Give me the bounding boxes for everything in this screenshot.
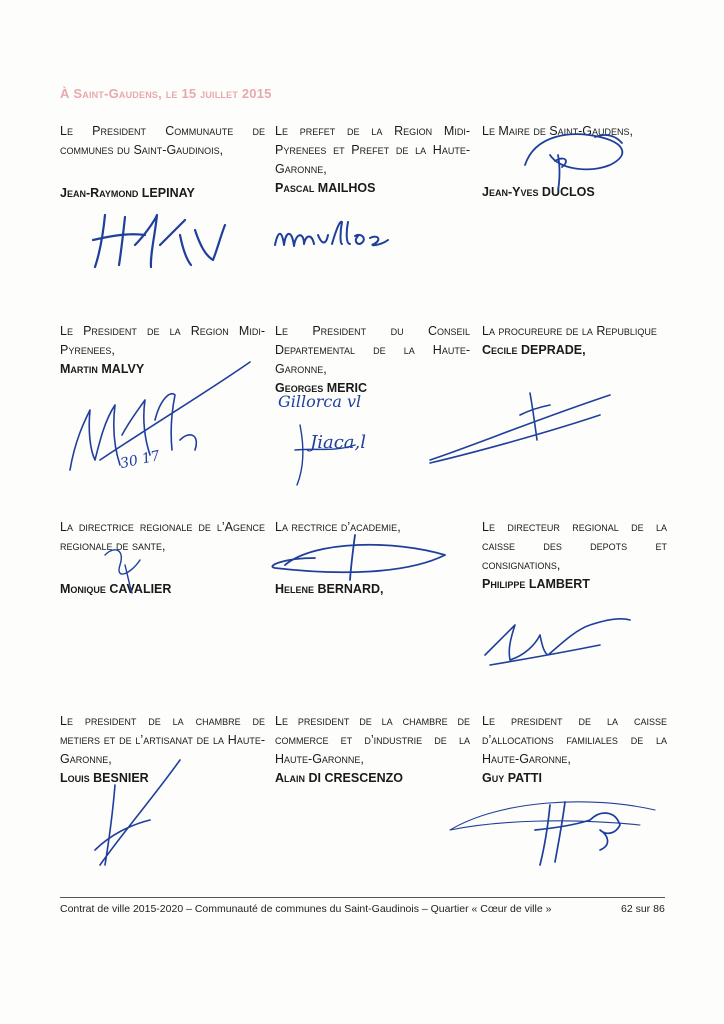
signatory-name: Jean-Raymond LEPINAY [60,186,195,200]
signatory-block [60,518,265,599]
signatory-block [482,712,667,788]
signatory-role: Le president de la chambre de commerce et d’industrie de la Haute-Garonne, [275,714,470,766]
signatory-block [275,122,470,198]
signatory-role: Le president de la caisse d’allocations familiales de la Haute-Garonne, [482,714,667,766]
signatory-role: Le President de la Region Midi-Pyrenees, [60,324,265,357]
signatory-block [275,712,470,788]
signature-deprade [425,385,615,470]
signatory-role: Le directeur regional de la caisse des depots et consignations, [482,520,667,572]
signature-meric-text-2: Jiaca,l [310,432,366,453]
signature-mailhos [270,210,410,260]
signatory-name: Alain DI CRESCENZO [275,771,403,785]
signatory-role: Le President Communaute de communes du Saint-Gaudinois, [60,124,265,157]
signatory-name: Georges MERIC [275,381,367,395]
signatory-name: Pascal MAILHOS [275,181,376,195]
signatory-name: Guy PATTI [482,771,542,785]
place-date: À Saint-Gaudens, le 15 juillet 2015 [60,86,272,101]
footer-title: Contrat de ville 2015-2020 – Communauté de communes du Saint-Gaudinois – Quartier « Cœur de ville » [60,903,552,915]
signatory-name: Cecile DEPRADE, [482,343,586,357]
signature-bernard [255,530,455,590]
signatory-name: Philippe LAMBERT [482,577,590,591]
page-number: 62 sur 86 [621,903,665,915]
signatory-role: La procureure de la Republique [482,324,657,338]
signatory-block [482,322,667,360]
signature-cavalier [100,535,160,595]
signature-besnier [75,755,185,875]
signatory-role: La rectrice d’academie, [275,520,401,534]
signatory-role: Le President du Conseil Departemental de la Haute-Garonne, [275,324,470,376]
signature-lepinay [85,205,235,275]
signatory-name: Monique CAVALIER [60,582,172,596]
signatory-role: Le president de la chambre de metiers et de l’artisanat de la Haute-Garonne, [60,714,265,766]
signature-duclos [510,125,640,195]
signatory-name: Martin MALVY [60,362,145,376]
signatory-name: Louis BESNIER [60,771,149,785]
signatory-role: La directrice regionale de l’Agence regionale de sante, [60,520,265,553]
signatory-role: Le prefet de la Region Midi-Pyrenees et Prefet de la Haute-Garonne, [275,124,470,176]
signatory-name: Jean-Yves DUCLOS [482,185,595,199]
signature-patti [440,790,660,870]
signatory-block [60,122,265,203]
signatory-role: Le Maire de Saint-Gaudens, [482,124,633,138]
signature-malvy-date: 30 17 [118,448,162,472]
footer-divider [60,897,665,898]
signature-lambert [480,605,640,675]
signature-meric-text-1: Gillorca vl [278,392,362,411]
signatory-name: Helene BERNARD, [275,582,384,596]
signatory-block [482,518,667,594]
